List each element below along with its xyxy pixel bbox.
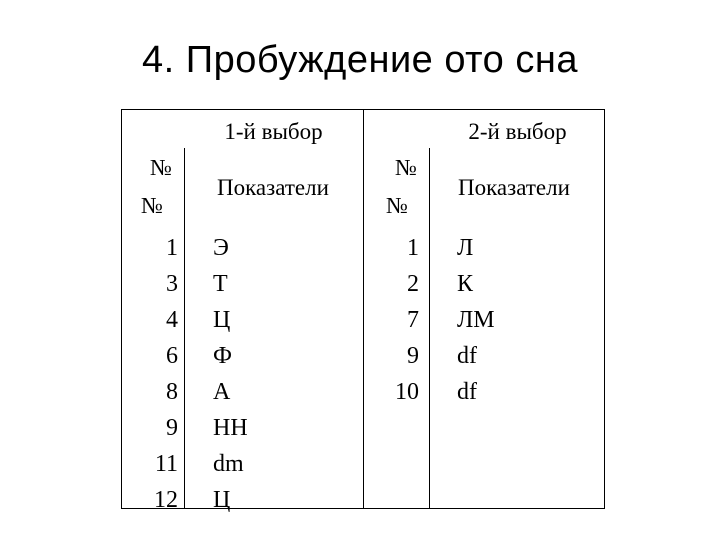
table-cell: А bbox=[213, 379, 231, 405]
divider-line bbox=[184, 148, 185, 508]
group-2-header: 2-й выбор bbox=[468, 119, 567, 144]
table-cell: 7 bbox=[407, 307, 419, 333]
group-1-indicators bbox=[213, 230, 353, 518]
table-cell: 1 bbox=[166, 235, 178, 261]
table-cell: Ф bbox=[213, 343, 232, 369]
group-2-indicator-header: Показатели bbox=[458, 175, 570, 200]
table-cell: 1 bbox=[407, 235, 419, 261]
group-2-indicators bbox=[457, 230, 597, 410]
table-cell: df bbox=[457, 379, 477, 405]
table-cell: Ц bbox=[213, 307, 231, 333]
table-cell: 4 bbox=[166, 307, 178, 333]
choice-table bbox=[121, 109, 605, 513]
table-cell: 8 bbox=[166, 379, 178, 405]
table-cell: Л bbox=[457, 235, 474, 261]
table-cell: НН bbox=[213, 415, 248, 441]
table-cell: df bbox=[457, 343, 477, 369]
group-1-numbers bbox=[122, 230, 178, 518]
table-cell: Э bbox=[213, 235, 229, 261]
table-cell: Т bbox=[213, 271, 228, 297]
table-cell: 9 bbox=[166, 415, 178, 441]
table-cell: 10 bbox=[395, 379, 419, 405]
group-1-indicator-header: Показатели bbox=[217, 175, 329, 200]
group-1-num-header-top: № bbox=[150, 155, 172, 180]
group-2-num-header-top: № bbox=[395, 155, 417, 180]
group-1-num-header-bottom: № bbox=[141, 193, 163, 218]
group-1-header: 1-й выбор bbox=[224, 119, 323, 144]
table-cell: К bbox=[457, 271, 474, 297]
group-2-num-header-bottom: № bbox=[386, 193, 408, 218]
table-cell: 11 bbox=[154, 451, 178, 477]
group-2-numbers bbox=[363, 230, 419, 410]
table-cell: ЛМ bbox=[457, 307, 495, 333]
table-cell: 6 bbox=[166, 343, 178, 369]
table-cell: 3 bbox=[166, 271, 178, 297]
table-cell: 9 bbox=[407, 343, 419, 369]
divider-line bbox=[429, 148, 430, 508]
slide-title: 4. Пробуждение ото сна bbox=[142, 39, 578, 81]
table-cell: dm bbox=[213, 451, 244, 477]
table-cell: Ц bbox=[213, 487, 231, 513]
table-cell: 2 bbox=[407, 271, 419, 297]
table-cell: 12 bbox=[154, 487, 178, 513]
